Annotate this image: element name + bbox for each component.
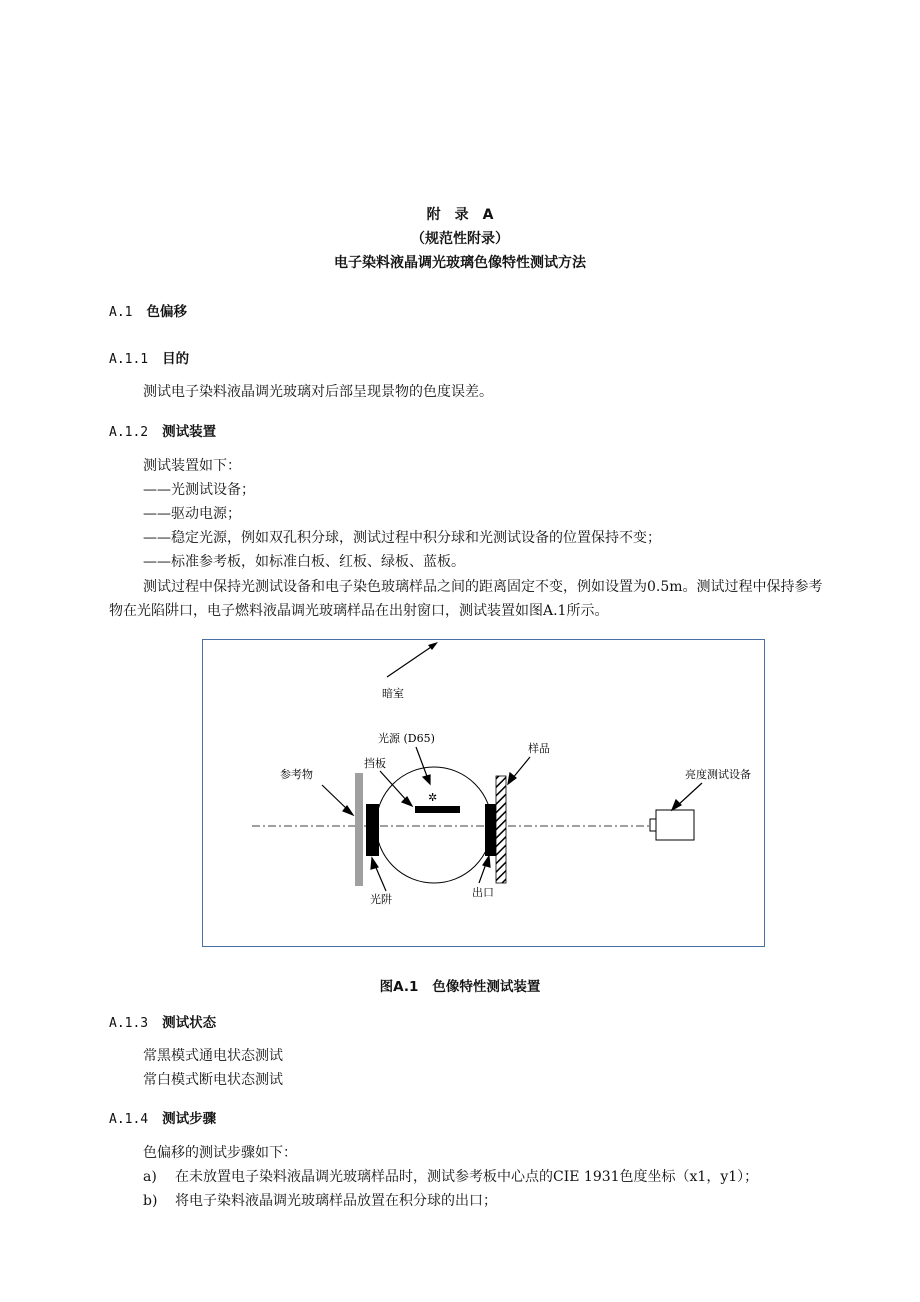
section-title: 测试状态	[162, 1015, 217, 1031]
figure-frame	[203, 640, 765, 947]
light-trap	[366, 804, 379, 856]
label-meter: 亮度测试设备	[685, 768, 751, 781]
sample-glass	[496, 776, 506, 883]
section-number: A.1.2	[109, 425, 149, 440]
a14-step-b	[143, 1190, 497, 1212]
a12-item-4: ——标准参考板，如标准白板、红板、绿板、蓝板。	[143, 554, 465, 570]
exit-port	[485, 804, 496, 856]
light-source-icon: ✲	[428, 791, 438, 804]
appendix-subtitle: （规范性附录）	[411, 231, 509, 247]
a14-intro: 色偏移的测试步骤如下：	[143, 1145, 297, 1161]
section-a12-heading	[109, 420, 216, 440]
label-trap: 光阱	[370, 893, 392, 906]
label-light-source: 光源 (D65)	[378, 732, 435, 745]
a11-text: 测试电子染料液晶调光玻璃对后部呈现景物的色度误差。	[143, 384, 493, 400]
section-a1-heading	[109, 300, 187, 320]
section-number: A.1	[109, 305, 133, 320]
test-setup-figure	[202, 639, 766, 949]
label-baffle: 挡板	[364, 757, 386, 770]
step-label: a)	[143, 1169, 157, 1185]
figure-caption-text: 色像特性测试装置	[432, 979, 541, 995]
a14-step-a	[143, 1166, 758, 1188]
a13-line-2: 常白模式断电状态测试	[143, 1072, 283, 1088]
step-text: 将电子染料液晶调光玻璃样品放置在积分球的出口；	[175, 1193, 497, 1209]
meter-lens	[650, 819, 656, 831]
a12-intro: 测试装置如下：	[143, 458, 241, 474]
section-title: 目的	[162, 351, 190, 367]
appendix-title: 附 录 A	[426, 207, 494, 223]
a13-line-1: 常黑模式通电状态测试	[143, 1048, 283, 1064]
section-title: 色偏移	[146, 304, 187, 320]
section-a13-heading	[109, 1011, 216, 1031]
figure-caption-number: 图A.1	[379, 979, 419, 995]
step-label: b)	[143, 1193, 158, 1209]
reference-plate	[355, 773, 363, 886]
meter-body	[656, 810, 694, 840]
baffle	[415, 806, 460, 813]
label-exit: 出口	[472, 886, 494, 899]
appendix-name: 电子染料液晶调光玻璃色像特性测试方法	[334, 255, 586, 271]
step-text: 在未放置电子染料液晶调光玻璃样品时，测试参考板中心点的CIE 1931色度坐标（x1，y1）；	[175, 1169, 759, 1185]
section-number: A.1.4	[109, 1112, 149, 1127]
figure-caption	[0, 975, 920, 995]
a12-item-3: ——稳定光源，例如双孔积分球，测试过程中积分球和光测试设备的位置保持不变；	[143, 530, 661, 546]
section-title: 测试装置	[162, 424, 217, 440]
label-sample: 样品	[528, 742, 550, 755]
a12-item-1: ——光测试设备；	[143, 482, 255, 498]
section-number: A.1.3	[109, 1016, 149, 1031]
section-title: 测试步骤	[162, 1111, 217, 1127]
section-a14-heading	[109, 1107, 216, 1127]
section-a11-heading	[109, 347, 189, 367]
section-number: A.1.1	[109, 352, 149, 367]
label-reference: 参考物	[280, 768, 313, 781]
label-darkroom: 暗室	[382, 687, 404, 700]
a12-item-2: ——驱动电源；	[143, 506, 241, 522]
a12-paragraph: 测试过程中保持光测试设备和电子染色玻璃样品之间的距离固定不变，例如设置为0.5m。测试过程中保持参考物在光陷阱口，电子燃料液晶调光玻璃样品在出射窗口，测试装置如图A.1所示。	[109, 579, 823, 619]
